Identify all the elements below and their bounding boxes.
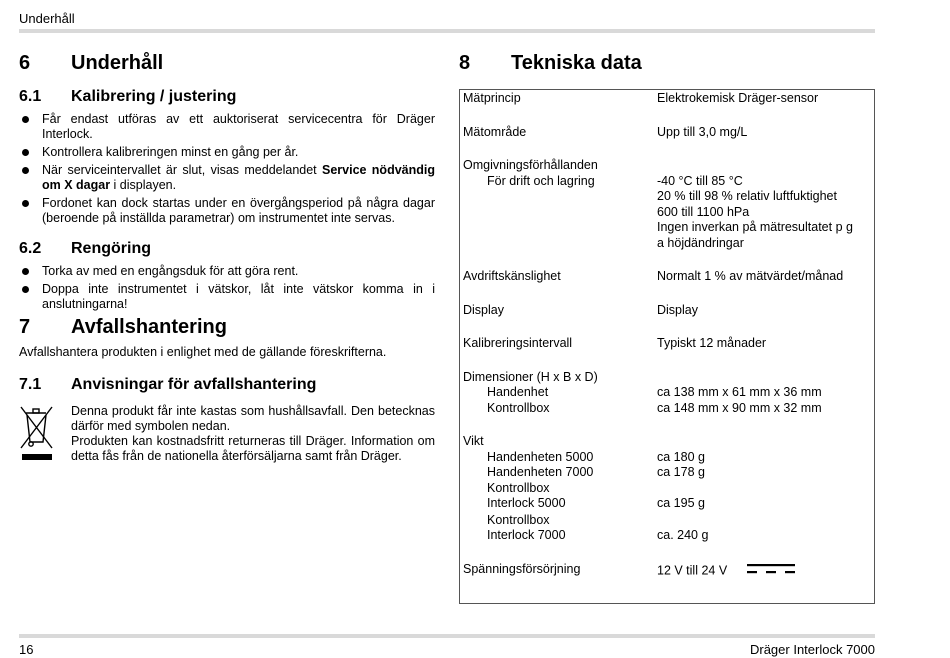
- row-value: Elektrokemisk Dräger-sensor: [657, 91, 819, 105]
- row-value: ca 148 mm x 90 mm x 32 mm: [657, 400, 822, 415]
- footer-rule: [19, 634, 875, 638]
- row-value: ca. 240 g: [657, 528, 709, 542]
- row-value: Normalt 1 % av mätvärdet/månad: [657, 269, 844, 283]
- left-column: [19, 52, 435, 467]
- paragraph: Denna produkt får inte kastas som hushållsavfall. Den betecknas därför med symbolen nedan.: [71, 404, 435, 433]
- row-label: Spänningsförsörjning: [463, 561, 581, 576]
- table-row: [463, 336, 871, 352]
- header-rule: [19, 29, 875, 33]
- value-line: -40 °C till 85 °C: [657, 173, 743, 188]
- table-row: [463, 401, 871, 417]
- row-label: Kontrollbox: [487, 512, 550, 527]
- value-line: 20 % till 98 % relativ luftfuktighet: [657, 189, 837, 203]
- row-label: Interlock 5000: [487, 496, 566, 510]
- value-line: 600 till 1100 hPa: [657, 204, 750, 219]
- table-row: [463, 303, 871, 319]
- row-label: Omgivningsförhållanden: [463, 158, 598, 172]
- table-row: [463, 465, 871, 481]
- section-number: 6.2: [19, 240, 42, 257]
- section-title: Rengöring: [71, 240, 151, 257]
- row-label: Interlock 7000: [487, 528, 566, 542]
- section-7-1-heading: [19, 376, 435, 394]
- table-row: [463, 562, 871, 581]
- table-row: [463, 269, 871, 285]
- cleaning-list: [19, 264, 435, 312]
- section-title: Tekniska data: [511, 52, 642, 74]
- table-row: [463, 434, 871, 450]
- product-name: Dräger Interlock 7000: [749, 642, 875, 657]
- table-row: [463, 158, 871, 174]
- table-row: [463, 513, 871, 529]
- table-row: [463, 125, 871, 141]
- table-row: [463, 450, 871, 466]
- row-label: Kontrollbox: [487, 480, 550, 495]
- row-label: Dimensioner (H x B x D): [463, 369, 598, 384]
- section-title: Avfallshantering: [71, 316, 227, 338]
- disposal-text: Avfallshantera produkten i enlighet med de gällande föreskrifterna.: [19, 345, 387, 359]
- row-value: [657, 562, 871, 581]
- row-label: Vikt: [463, 434, 484, 448]
- row-label: Avdriftskänslighet: [463, 269, 561, 283]
- voltage-value: 12 V till 24 V: [657, 563, 728, 578]
- right-column: [459, 52, 877, 604]
- section-6-1-heading: [19, 88, 435, 106]
- section-7-heading: [19, 316, 435, 339]
- section-number: 8: [459, 52, 471, 74]
- section-6-2-heading: [19, 240, 435, 258]
- value-line: Ingen inverkan på mätresultatet p g: [657, 220, 853, 234]
- table-row: [463, 496, 871, 512]
- list-item: Torka av med en engångsduk för att göra rent.: [19, 264, 435, 279]
- section-title: Underhåll: [71, 52, 164, 74]
- row-label: Handenhet: [487, 385, 549, 399]
- service-message: Service nödvändig om X dagar: [42, 163, 435, 192]
- row-label: Display: [463, 302, 504, 317]
- list-item: Doppa inte instrumentet i vätskor, låt inte vätskor komma in i anslutningarna!: [19, 282, 435, 312]
- section-number: 6.1: [19, 88, 42, 105]
- row-value: Upp till 3,0 mg/L: [657, 124, 748, 139]
- list-item: Får endast utföras av ett auktoriserat servicecentra för Dräger Interlock.: [19, 112, 435, 142]
- list-item-text: När serviceintervallet är slut, visas meddelandet: [42, 163, 322, 177]
- row-label: Handenheten 5000: [487, 449, 594, 464]
- list-item-text: i displayen.: [110, 178, 177, 192]
- crossed-out-wheelie-bin-icon: [19, 404, 71, 467]
- row-value: ca 180 g: [657, 449, 705, 464]
- section-8-heading: [459, 52, 877, 75]
- table-row: [463, 370, 871, 386]
- disposal-instructions: [19, 404, 435, 467]
- row-label: För drift och lagring: [487, 173, 595, 188]
- dc-current-symbol-icon: [747, 562, 795, 581]
- page-number: 16: [19, 642, 34, 657]
- table-row: [463, 385, 871, 401]
- calibration-list: [19, 112, 435, 226]
- section-title: Anvisningar för avfallshantering: [71, 376, 317, 393]
- row-value: Display: [657, 302, 698, 317]
- row-value: ca 178 g: [657, 465, 705, 479]
- row-label: Kalibreringsintervall: [463, 336, 573, 350]
- row-label: Mätområde: [463, 124, 527, 139]
- section-6-heading: [19, 52, 435, 75]
- list-item: Kontrollera kalibreringen minst en gång per år.: [19, 145, 435, 160]
- section-title: Kalibrering / justering: [71, 88, 237, 105]
- table-row: [463, 528, 871, 544]
- row-value: [657, 174, 871, 252]
- row-value: Typiskt 12 månader: [657, 336, 767, 350]
- row-value: ca 195 g: [657, 496, 705, 510]
- list-item: Fordonet kan dock startas under en övergångsperiod på några dagar (beroende på inställda parametrar) om instrumentet inte servas.: [19, 196, 435, 226]
- table-row: [463, 174, 871, 252]
- paragraph: Produkten kan kostnadsfritt returneras till Dräger. Information om detta fås från de nationella återförsäljarna samt från Dräger.: [71, 434, 435, 463]
- list-item: [19, 163, 435, 193]
- section-number: 7.1: [19, 376, 42, 393]
- table-row: [463, 481, 871, 497]
- row-label: Handenheten 7000: [487, 465, 594, 479]
- running-header: Underhåll: [19, 11, 75, 26]
- section-number: 7: [19, 316, 31, 338]
- row-label: Kontrollbox: [487, 400, 550, 415]
- row-label: Mätprincip: [463, 91, 521, 105]
- table-row: [463, 91, 871, 107]
- value-line: a höjdändringar: [657, 235, 744, 250]
- disposal-paragraphs: [71, 404, 435, 467]
- row-value: ca 138 mm x 61 mm x 36 mm: [657, 385, 822, 399]
- section-number: 6: [19, 52, 31, 74]
- technical-data-table: [459, 89, 875, 604]
